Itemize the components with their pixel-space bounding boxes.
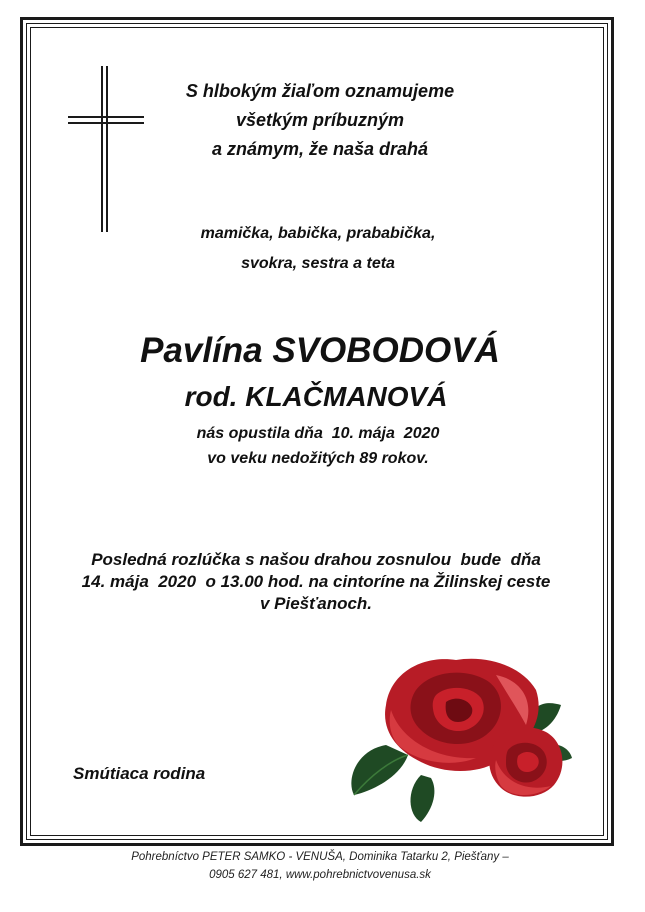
farewell-line: Posledná rozlúčka s našou drahou zosnulou bude dňa [91,550,541,569]
intro-line: S hlbokým žiaľom oznamujeme [185,81,455,101]
relations-line: mamička, babička, prababička, [200,225,436,242]
maiden-name: rod. KLAČMANOVÁ [184,381,448,412]
death-date: nás opustila dňa 10. mája 2020 [196,425,440,442]
intro-text [0,77,640,164]
footer [0,848,640,884]
relations-text [0,219,636,279]
rose-icon [346,650,572,822]
footer-line: 0905 627 481, www.pohrebnictvovenusa.sk [209,869,431,881]
death-info [0,421,636,471]
intro-line: a známym, že naša drahá [211,139,429,159]
signature: Smútiaca rodina [73,764,206,783]
footer-line: Pohrebníctvo PETER SAMKO - VENUŠA, Dominika Tatarku 2, Piešťany – [131,851,509,863]
age-line: vo veku nedožitých 89 rokov. [207,450,429,467]
intro-line: všetkým príbuzným [235,110,405,130]
deceased-name: Pavlína SVOBODOVÁ [140,331,500,370]
farewell-line: v Piešťanoch. [259,594,373,613]
farewell-line: 14. mája 2020 o 13.00 hod. na cintoríne na Žilinskej ceste [81,572,551,591]
relations-line: svokra, sestra a teta [241,255,395,272]
farewell-text [0,549,632,615]
